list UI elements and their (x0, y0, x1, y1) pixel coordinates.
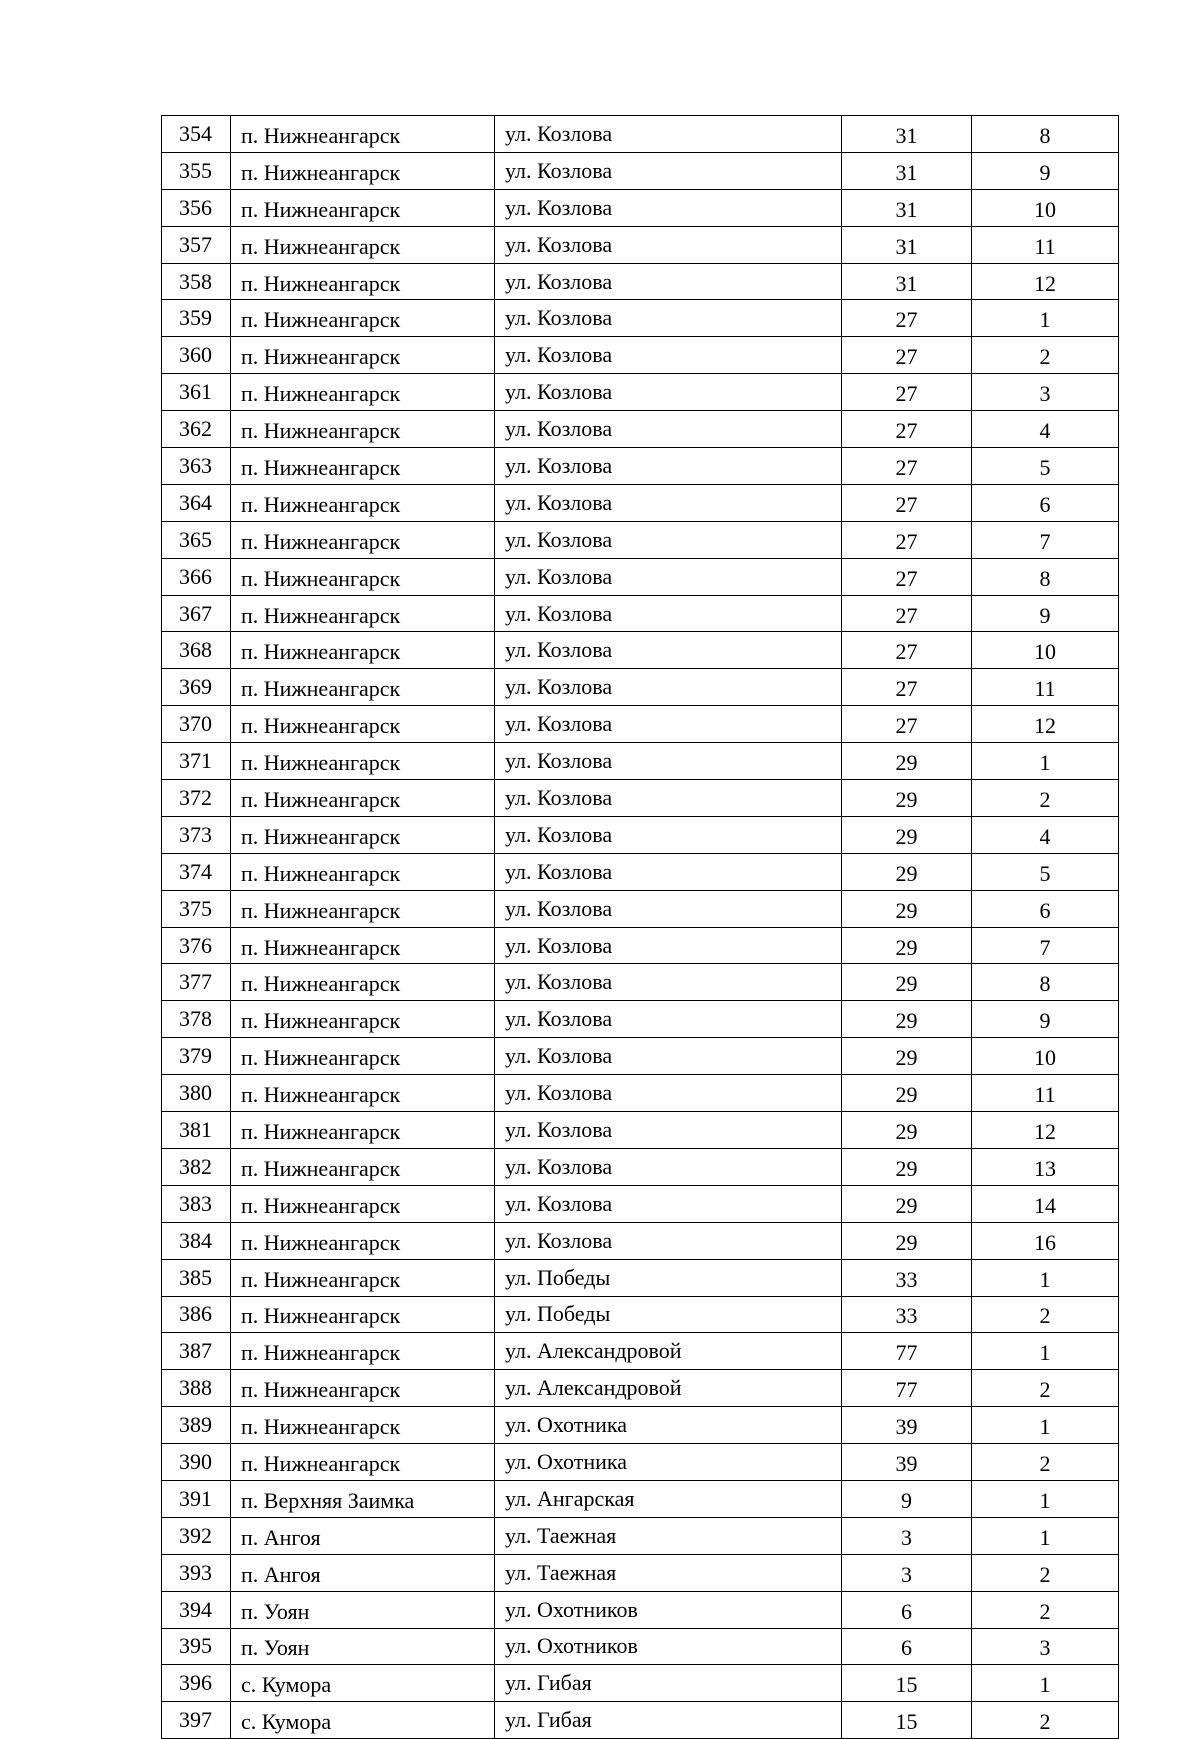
settlement-cell: п. Нижнеангарск (231, 1444, 495, 1481)
row-number-cell: 377 (162, 964, 231, 1001)
table-row (162, 448, 1119, 485)
settlement-cell: п. Нижнеангарск (231, 189, 495, 226)
apartment-number-cell: 2 (972, 337, 1119, 374)
settlement-cell: п. Нижнеангарск (231, 1148, 495, 1185)
row-number-cell: 397 (162, 1702, 231, 1739)
settlement-cell: п. Нижнеангарск (231, 669, 495, 706)
row-number-cell: 355 (162, 152, 231, 189)
row-number-cell: 389 (162, 1407, 231, 1444)
row-number-cell: 374 (162, 853, 231, 890)
table-row (162, 632, 1119, 669)
house-number-cell: 29 (842, 816, 972, 853)
house-number-cell: 29 (842, 1112, 972, 1149)
street-cell: ул. Козлова (495, 890, 842, 927)
row-number-cell: 356 (162, 189, 231, 226)
apartment-number-cell: 6 (972, 484, 1119, 521)
table-row (162, 1333, 1119, 1370)
settlement-cell: п. Нижнеангарск (231, 1185, 495, 1222)
row-number-cell: 379 (162, 1038, 231, 1075)
house-number-cell: 27 (842, 558, 972, 595)
house-number-cell: 29 (842, 1001, 972, 1038)
settlement-cell: п. Нижнеангарск (231, 1407, 495, 1444)
row-number-cell: 378 (162, 1001, 231, 1038)
street-cell: ул. Ангарская (495, 1480, 842, 1517)
table-row (162, 1222, 1119, 1259)
apartment-number-cell: 13 (972, 1148, 1119, 1185)
street-cell: ул. Козлова (495, 927, 842, 964)
row-number-cell: 395 (162, 1628, 231, 1665)
street-cell: ул. Козлова (495, 780, 842, 817)
street-cell: ул. Козлова (495, 816, 842, 853)
table-row (162, 521, 1119, 558)
settlement-cell: п. Нижнеангарск (231, 964, 495, 1001)
row-number-cell: 381 (162, 1112, 231, 1149)
house-number-cell: 29 (842, 1075, 972, 1112)
table-row (162, 1259, 1119, 1296)
apartment-number-cell: 9 (972, 1001, 1119, 1038)
row-number-cell: 387 (162, 1333, 231, 1370)
house-number-cell: 27 (842, 521, 972, 558)
row-number-cell: 365 (162, 521, 231, 558)
table-row (162, 853, 1119, 890)
street-cell: ул. Таежная (495, 1517, 842, 1554)
settlement-cell: п. Нижнеангарск (231, 116, 495, 153)
row-number-cell: 384 (162, 1222, 231, 1259)
row-number-cell: 396 (162, 1665, 231, 1702)
table-row (162, 300, 1119, 337)
house-number-cell: 29 (842, 1185, 972, 1222)
settlement-cell: п. Уоян (231, 1591, 495, 1628)
settlement-cell: п. Нижнеангарск (231, 1001, 495, 1038)
apartment-number-cell: 2 (972, 780, 1119, 817)
row-number-cell: 372 (162, 780, 231, 817)
street-cell: ул. Александровой (495, 1370, 842, 1407)
table-row (162, 374, 1119, 411)
settlement-cell: п. Нижнеангарск (231, 374, 495, 411)
row-number-cell: 358 (162, 263, 231, 300)
street-cell: ул. Козлова (495, 189, 842, 226)
street-cell: ул. Козлова (495, 964, 842, 1001)
apartment-number-cell: 2 (972, 1444, 1119, 1481)
street-cell: ул. Козлова (495, 853, 842, 890)
table-row (162, 1628, 1119, 1665)
house-number-cell: 31 (842, 116, 972, 153)
settlement-cell: п. Нижнеангарск (231, 706, 495, 743)
street-cell: ул. Козлова (495, 1148, 842, 1185)
apartment-number-cell: 11 (972, 669, 1119, 706)
house-number-cell: 9 (842, 1480, 972, 1517)
settlement-cell: п. Нижнеангарск (231, 1296, 495, 1333)
table-row (162, 1444, 1119, 1481)
apartment-number-cell: 11 (972, 1075, 1119, 1112)
house-number-cell: 77 (842, 1333, 972, 1370)
settlement-cell: п. Ангоя (231, 1554, 495, 1591)
apartment-number-cell: 1 (972, 1517, 1119, 1554)
settlement-cell: п. Ангоя (231, 1517, 495, 1554)
street-cell: ул. Охотника (495, 1444, 842, 1481)
apartment-number-cell: 7 (972, 927, 1119, 964)
street-cell: ул. Козлова (495, 1185, 842, 1222)
row-number-cell: 354 (162, 116, 231, 153)
table-row (162, 1112, 1119, 1149)
apartment-number-cell: 12 (972, 263, 1119, 300)
row-number-cell: 367 (162, 595, 231, 632)
row-number-cell: 376 (162, 927, 231, 964)
street-cell: ул. Козлова (495, 595, 842, 632)
settlement-cell: п. Уоян (231, 1628, 495, 1665)
house-number-cell: 29 (842, 780, 972, 817)
settlement-cell: п. Нижнеангарск (231, 226, 495, 263)
apartment-number-cell: 5 (972, 448, 1119, 485)
street-cell: ул. Козлова (495, 521, 842, 558)
house-number-cell: 27 (842, 632, 972, 669)
table-row (162, 116, 1119, 153)
house-number-cell: 27 (842, 706, 972, 743)
settlement-cell: п. Нижнеангарск (231, 1222, 495, 1259)
house-number-cell: 3 (842, 1517, 972, 1554)
apartment-number-cell: 1 (972, 1259, 1119, 1296)
table-row (162, 1075, 1119, 1112)
table-row (162, 152, 1119, 189)
apartment-number-cell: 2 (972, 1702, 1119, 1739)
table-row (162, 1296, 1119, 1333)
apartment-number-cell: 12 (972, 706, 1119, 743)
apartment-number-cell: 2 (972, 1554, 1119, 1591)
row-number-cell: 375 (162, 890, 231, 927)
row-number-cell: 391 (162, 1480, 231, 1517)
row-number-cell: 380 (162, 1075, 231, 1112)
table-row (162, 1665, 1119, 1702)
house-number-cell: 33 (842, 1296, 972, 1333)
apartment-number-cell: 4 (972, 411, 1119, 448)
street-cell: ул. Козлова (495, 558, 842, 595)
house-number-cell: 6 (842, 1591, 972, 1628)
street-cell: ул. Козлова (495, 1112, 842, 1149)
house-number-cell: 77 (842, 1370, 972, 1407)
table-row (162, 927, 1119, 964)
house-number-cell: 39 (842, 1444, 972, 1481)
street-cell: ул. Александровой (495, 1333, 842, 1370)
apartment-number-cell: 16 (972, 1222, 1119, 1259)
table-row (162, 189, 1119, 226)
row-number-cell: 363 (162, 448, 231, 485)
settlement-cell: п. Нижнеангарск (231, 927, 495, 964)
apartment-number-cell: 4 (972, 816, 1119, 853)
apartment-number-cell: 9 (972, 595, 1119, 632)
table-row (162, 1702, 1119, 1739)
house-number-cell: 29 (842, 927, 972, 964)
street-cell: ул. Козлова (495, 300, 842, 337)
apartment-number-cell: 3 (972, 374, 1119, 411)
settlement-cell: п. Нижнеангарск (231, 152, 495, 189)
street-cell: ул. Гибая (495, 1665, 842, 1702)
row-number-cell: 362 (162, 411, 231, 448)
house-number-cell: 29 (842, 964, 972, 1001)
apartment-number-cell: 3 (972, 1628, 1119, 1665)
row-number-cell: 392 (162, 1517, 231, 1554)
table-row (162, 1554, 1119, 1591)
house-number-cell: 15 (842, 1665, 972, 1702)
street-cell: ул. Охотников (495, 1628, 842, 1665)
street-cell: ул. Козлова (495, 484, 842, 521)
house-number-cell: 39 (842, 1407, 972, 1444)
street-cell: ул. Козлова (495, 263, 842, 300)
table-row (162, 226, 1119, 263)
apartment-number-cell: 7 (972, 521, 1119, 558)
apartment-number-cell: 10 (972, 632, 1119, 669)
row-number-cell: 373 (162, 816, 231, 853)
table-row (162, 816, 1119, 853)
row-number-cell: 390 (162, 1444, 231, 1481)
table-row (162, 411, 1119, 448)
apartment-number-cell: 8 (972, 558, 1119, 595)
settlement-cell: п. Нижнеангарск (231, 816, 495, 853)
table-row (162, 669, 1119, 706)
apartment-number-cell: 2 (972, 1296, 1119, 1333)
house-number-cell: 27 (842, 300, 972, 337)
house-number-cell: 27 (842, 337, 972, 374)
table-row (162, 337, 1119, 374)
settlement-cell: п. Нижнеангарск (231, 337, 495, 374)
settlement-cell: п. Нижнеангарск (231, 853, 495, 890)
settlement-cell: п. Нижнеангарск (231, 743, 495, 780)
apartment-number-cell: 1 (972, 1480, 1119, 1517)
table-row (162, 1407, 1119, 1444)
house-number-cell: 6 (842, 1628, 972, 1665)
table-row (162, 706, 1119, 743)
apartment-number-cell: 9 (972, 152, 1119, 189)
house-number-cell: 29 (842, 1148, 972, 1185)
house-number-cell: 31 (842, 189, 972, 226)
table-row (162, 1480, 1119, 1517)
street-cell: ул. Победы (495, 1296, 842, 1333)
street-cell: ул. Охотников (495, 1591, 842, 1628)
street-cell: ул. Козлова (495, 1001, 842, 1038)
settlement-cell: п. Нижнеангарск (231, 595, 495, 632)
house-number-cell: 27 (842, 669, 972, 706)
row-number-cell: 382 (162, 1148, 231, 1185)
settlement-cell: с. Кумора (231, 1665, 495, 1702)
settlement-cell: п. Нижнеангарск (231, 300, 495, 337)
row-number-cell: 386 (162, 1296, 231, 1333)
apartment-number-cell: 8 (972, 116, 1119, 153)
row-number-cell: 359 (162, 300, 231, 337)
table-row (162, 743, 1119, 780)
settlement-cell: п. Нижнеангарск (231, 521, 495, 558)
apartment-number-cell: 2 (972, 1591, 1119, 1628)
settlement-cell: с. Кумора (231, 1702, 495, 1739)
settlement-cell: п. Нижнеангарск (231, 780, 495, 817)
settlement-cell: п. Нижнеангарск (231, 1112, 495, 1149)
street-cell: ул. Гибая (495, 1702, 842, 1739)
street-cell: ул. Победы (495, 1259, 842, 1296)
table-row (162, 964, 1119, 1001)
table-row (162, 484, 1119, 521)
row-number-cell: 393 (162, 1554, 231, 1591)
row-number-cell: 383 (162, 1185, 231, 1222)
apartment-number-cell: 1 (972, 1407, 1119, 1444)
street-cell: ул. Козлова (495, 706, 842, 743)
settlement-cell: п. Нижнеангарск (231, 484, 495, 521)
house-number-cell: 15 (842, 1702, 972, 1739)
settlement-cell: п. Нижнеангарск (231, 1075, 495, 1112)
house-number-cell: 29 (842, 1038, 972, 1075)
house-number-cell: 27 (842, 595, 972, 632)
house-number-cell: 27 (842, 411, 972, 448)
street-cell: ул. Козлова (495, 632, 842, 669)
table-row (162, 890, 1119, 927)
table-row (162, 558, 1119, 595)
street-cell: ул. Козлова (495, 411, 842, 448)
table-row (162, 1185, 1119, 1222)
house-number-cell: 29 (842, 1222, 972, 1259)
house-number-cell: 27 (842, 448, 972, 485)
table-row (162, 1517, 1119, 1554)
settlement-cell: п. Нижнеангарск (231, 632, 495, 669)
house-number-cell: 3 (842, 1554, 972, 1591)
row-number-cell: 385 (162, 1259, 231, 1296)
apartment-number-cell: 12 (972, 1112, 1119, 1149)
apartment-number-cell: 2 (972, 1370, 1119, 1407)
settlement-cell: п. Нижнеангарск (231, 411, 495, 448)
street-cell: ул. Козлова (495, 1075, 842, 1112)
street-cell: ул. Козлова (495, 152, 842, 189)
street-cell: ул. Козлова (495, 1222, 842, 1259)
row-number-cell: 369 (162, 669, 231, 706)
address-table-body (162, 116, 1119, 1739)
house-number-cell: 31 (842, 152, 972, 189)
table-row (162, 1001, 1119, 1038)
table-row (162, 1591, 1119, 1628)
apartment-number-cell: 10 (972, 1038, 1119, 1075)
table-row (162, 263, 1119, 300)
apartment-number-cell: 5 (972, 853, 1119, 890)
house-number-cell: 27 (842, 374, 972, 411)
street-cell: ул. Козлова (495, 448, 842, 485)
street-cell: ул. Козлова (495, 226, 842, 263)
table-row (162, 1370, 1119, 1407)
table-row (162, 1038, 1119, 1075)
apartment-number-cell: 1 (972, 1333, 1119, 1370)
settlement-cell: п. Нижнеангарск (231, 558, 495, 595)
address-table (161, 115, 1119, 1739)
settlement-cell: п. Нижнеангарск (231, 1333, 495, 1370)
row-number-cell: 394 (162, 1591, 231, 1628)
street-cell: ул. Козлова (495, 337, 842, 374)
street-cell: ул. Козлова (495, 743, 842, 780)
house-number-cell: 33 (842, 1259, 972, 1296)
settlement-cell: п. Нижнеангарск (231, 448, 495, 485)
house-number-cell: 29 (842, 890, 972, 927)
street-cell: ул. Таежная (495, 1554, 842, 1591)
settlement-cell: п. Нижнеангарск (231, 890, 495, 927)
street-cell: ул. Охотника (495, 1407, 842, 1444)
row-number-cell: 368 (162, 632, 231, 669)
apartment-number-cell: 1 (972, 1665, 1119, 1702)
street-cell: ул. Козлова (495, 669, 842, 706)
row-number-cell: 370 (162, 706, 231, 743)
house-number-cell: 29 (842, 853, 972, 890)
street-cell: ул. Козлова (495, 116, 842, 153)
apartment-number-cell: 11 (972, 226, 1119, 263)
apartment-number-cell: 10 (972, 189, 1119, 226)
apartment-number-cell: 8 (972, 964, 1119, 1001)
house-number-cell: 29 (842, 743, 972, 780)
table-row (162, 780, 1119, 817)
apartment-number-cell: 14 (972, 1185, 1119, 1222)
row-number-cell: 371 (162, 743, 231, 780)
settlement-cell: п. Нижнеангарск (231, 1370, 495, 1407)
apartment-number-cell: 6 (972, 890, 1119, 927)
house-number-cell: 27 (842, 484, 972, 521)
row-number-cell: 366 (162, 558, 231, 595)
house-number-cell: 31 (842, 226, 972, 263)
row-number-cell: 364 (162, 484, 231, 521)
settlement-cell: п. Нижнеангарск (231, 263, 495, 300)
row-number-cell: 388 (162, 1370, 231, 1407)
row-number-cell: 361 (162, 374, 231, 411)
apartment-number-cell: 1 (972, 743, 1119, 780)
street-cell: ул. Козлова (495, 1038, 842, 1075)
apartment-number-cell: 1 (972, 300, 1119, 337)
street-cell: ул. Козлова (495, 374, 842, 411)
table-row (162, 595, 1119, 632)
settlement-cell: п. Нижнеангарск (231, 1259, 495, 1296)
house-number-cell: 31 (842, 263, 972, 300)
settlement-cell: п. Верхняя Заимка (231, 1480, 495, 1517)
settlement-cell: п. Нижнеангарск (231, 1038, 495, 1075)
row-number-cell: 357 (162, 226, 231, 263)
table-row (162, 1148, 1119, 1185)
row-number-cell: 360 (162, 337, 231, 374)
